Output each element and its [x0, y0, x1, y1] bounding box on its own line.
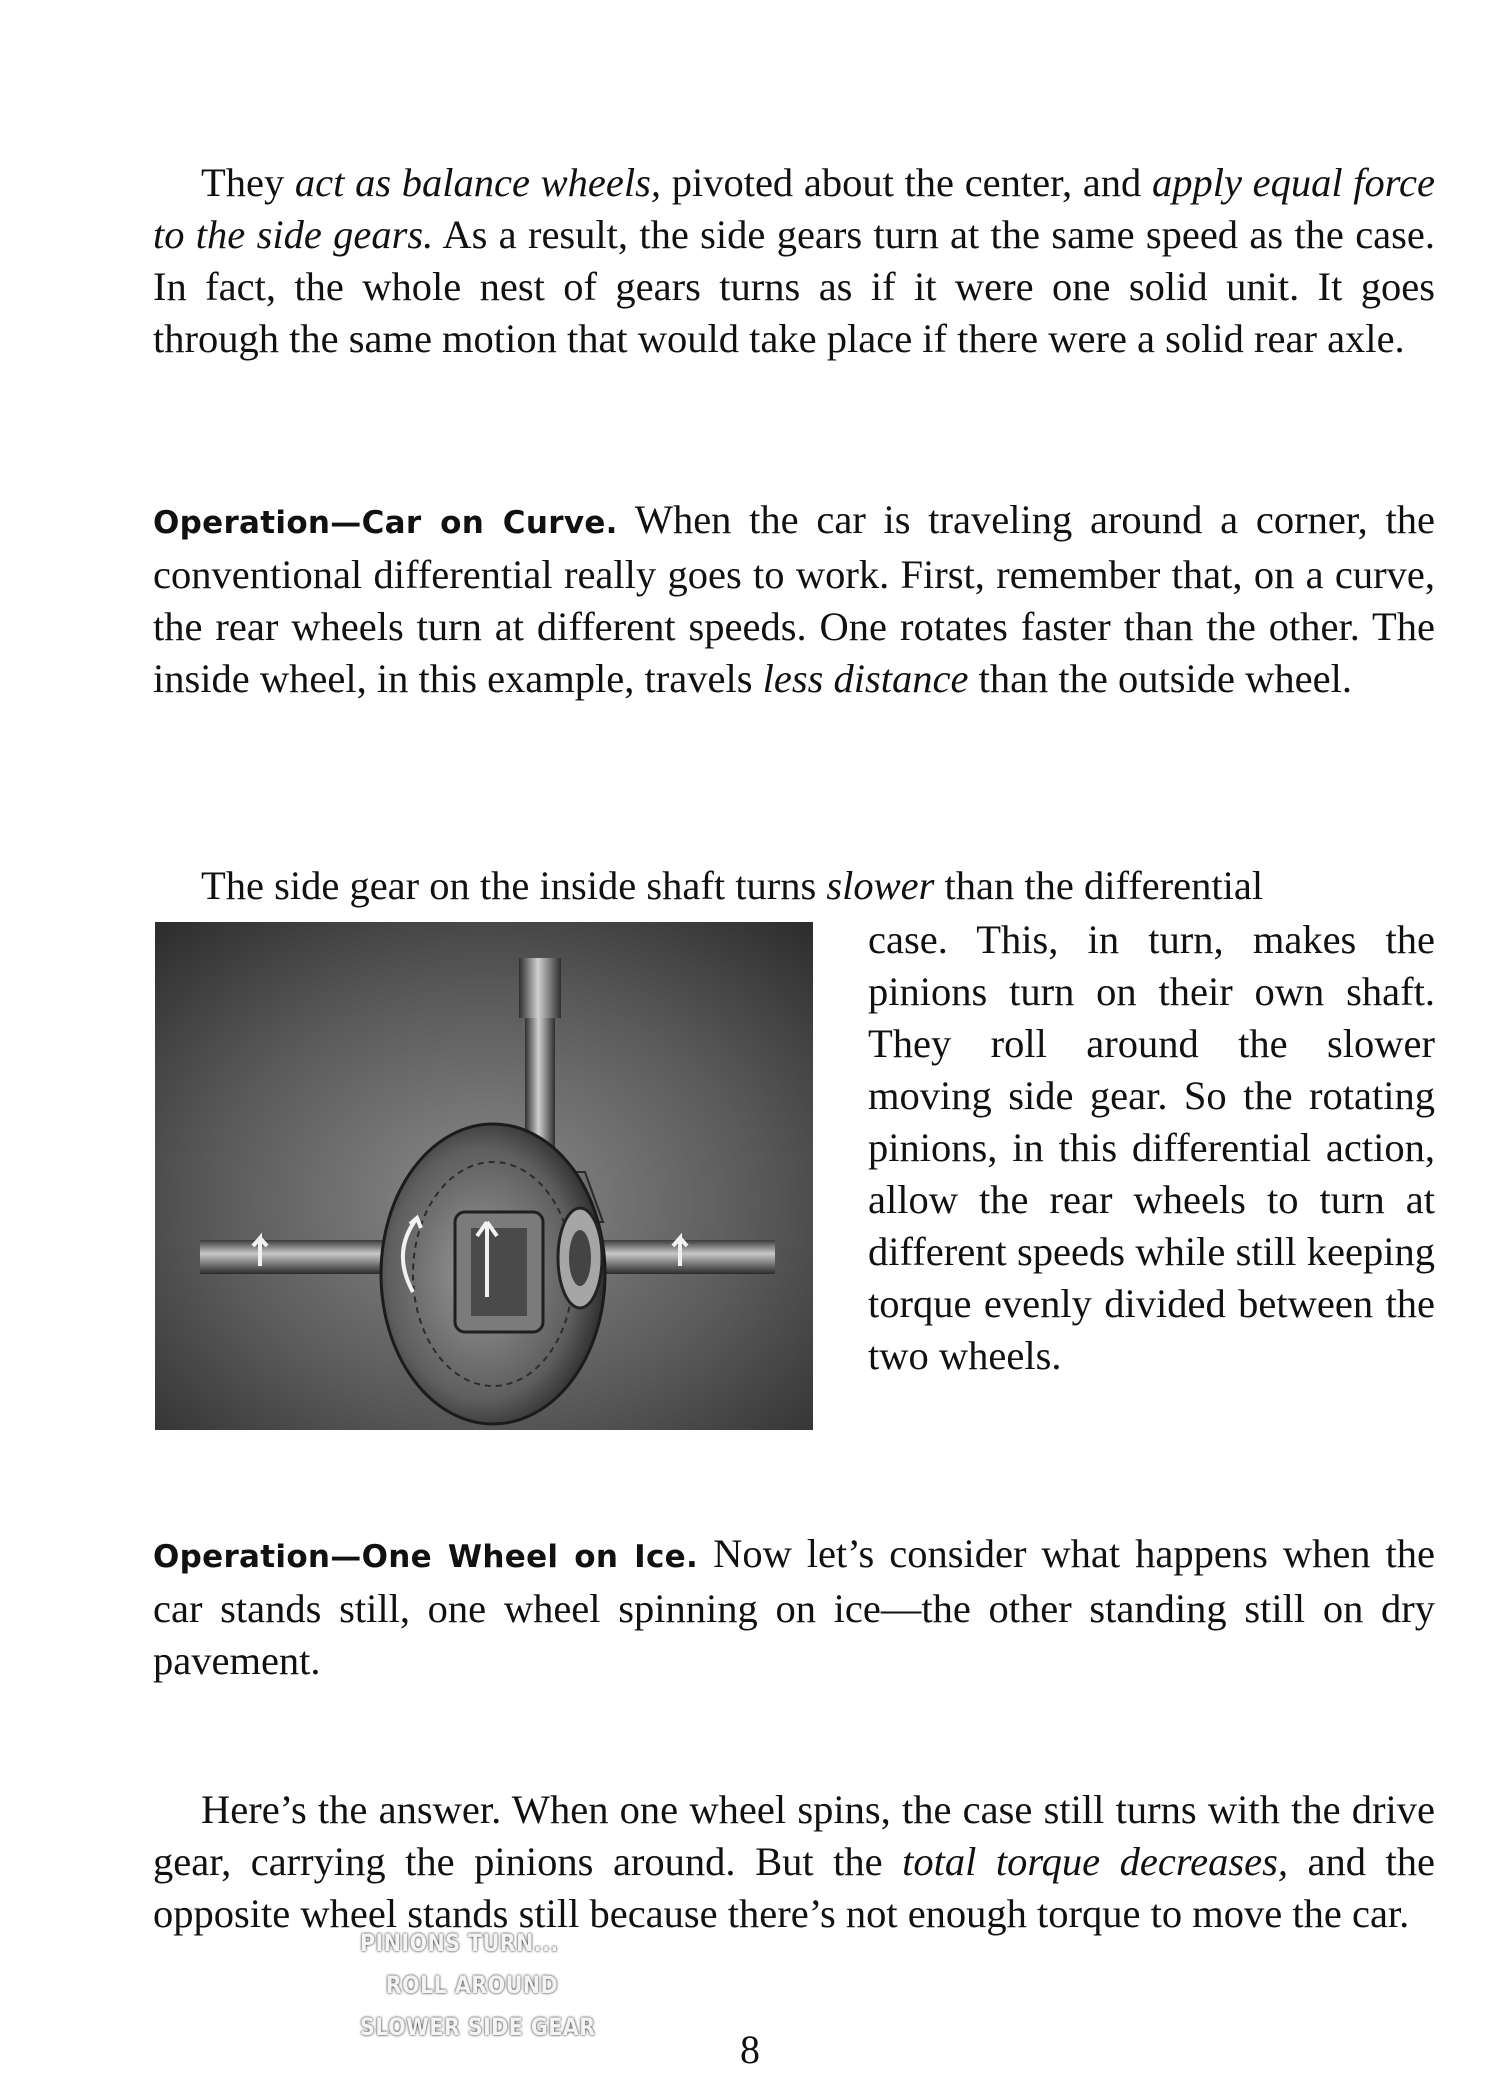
section-heading-one-wheel-on-ice: Operation—One Wheel on Ice. — [153, 1539, 699, 1575]
photo-caption: PINIONS TURN... ROLL AROUND SLOWER SIDE GEAR — [360, 1929, 596, 2041]
paragraph-side-gear-continued: case. This, in turn, makes the pinions turn on their own shaft. They roll around the slower moving side gear. So the rotating pinions, in this differential action, allow the rear wheels to turn at different speeds while still keeping torque evenly divided between the two wheels. — [868, 917, 1435, 1378]
paragraph-side-gear: The side gear on the inside shaft turns slower than the differential — [201, 863, 1264, 908]
paragraph-car-on-curve: Operation—Car on Curve. When the car is traveling around a corner, the conventional differential really goes to work. First, remember that, on a curve, the rear wheels turn at different speeds. One rotates faster than the other. The inside wheel, in this example, travels less distance than the outside wheel. — [153, 497, 1435, 701]
page-number: 8 — [740, 2027, 760, 2072]
paragraph-balance-wheels: They act as balance wheels, pivoted about the center, and apply equal force to the side gears. As a result, the side gears turn at the same speed as the case. In fact, the whole nest of gears turns as if it were one solid unit. It goes through the same motion that would take place if there were a solid rear axle. — [153, 160, 1436, 361]
differential-illustration — [155, 922, 813, 1430]
paragraph-answer: Here’s the answer. When one wheel spins, the case still turns with the drive gear, carrying the pinions around. But the total torque decreases, and the opposite wheel stands still because there’s not enough torque to move the car. — [153, 1787, 1435, 1936]
section-heading-car-on-curve: Operation—Car on Curve. — [153, 505, 618, 541]
paragraph-one-wheel-on-ice: Operation—One Wheel on Ice. Now let’s consider what happens when the car stands still, one wheel spinning on ice—the other standing still on dry pavement. — [153, 1531, 1435, 1683]
